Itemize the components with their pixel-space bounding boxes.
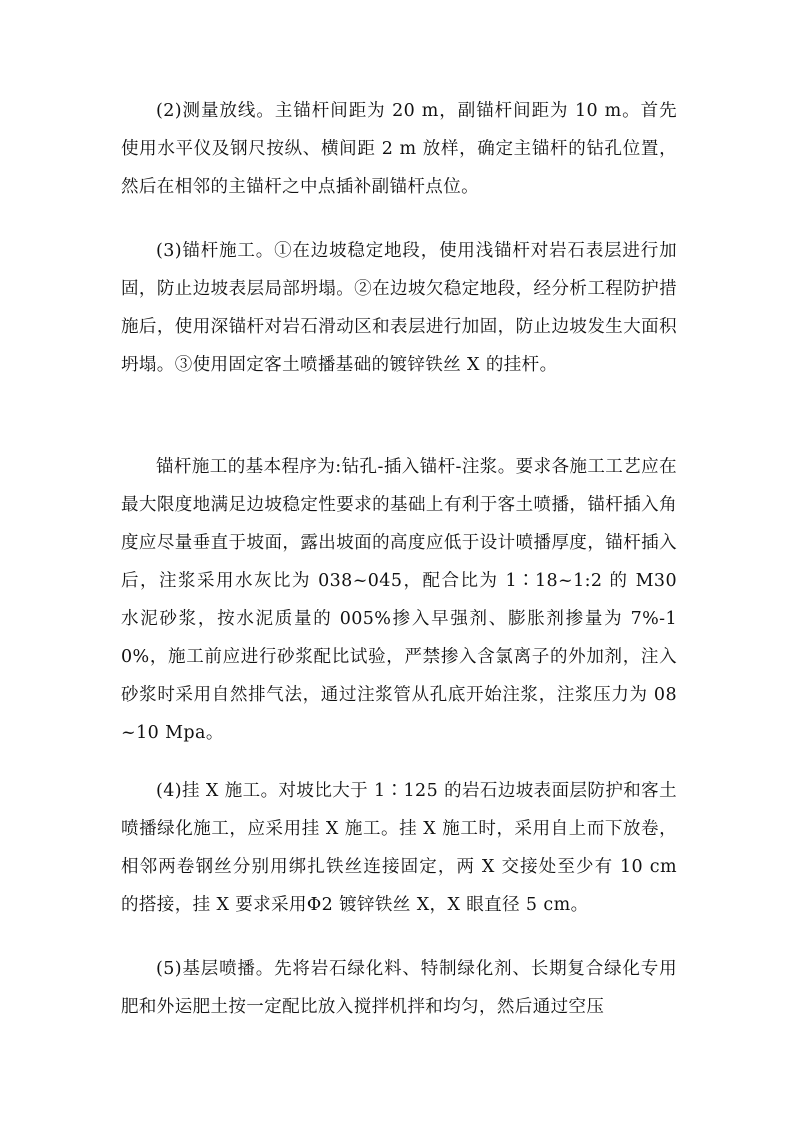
paragraph-mesh-hanging: (4)挂 X 施工。对坡比大于 1∶125 的岩石边坡表面层防护和客土喷播绿化施工，应采用挂 X 施工。挂 X 施工时，采用自上而下放卷，相邻两卷钢丝分别用绑扎铁丝连接固定，两 X 交接处至少有 10 cm 的搭接，挂 X 要求采用Φ2 镀锌铁丝 X，X 眼直径 5 cm。 [121, 781, 677, 915]
paragraph-anchor-procedure: 锚杆施工的基本程序为:钻孔-插入锚杆-注浆。要求各施工工艺应在最大限度地满足边坡稳定性要求的基础上有利于客土喷播，锚杆插入角度应尽量垂直于坡面，露出坡面的高度应低于设计喷播厚度，锚杆插入后，注浆采用水灰比为 038~045，配合比为 1∶18~1:2 的 M30 水泥砂浆，按水泥质量的 005%掺入早强剂、膨胀剂掺量为 7%-10%，施工前应进行砂浆配比试验，严禁掺入含氯离子的外加剂，注入砂浆时采用自然排气法，通过注浆管从孔底开始注浆，注浆压力为 08~10 Mpa。 [121, 457, 677, 743]
paragraph-anchor-construction: (3)锚杆施工。①在边坡稳定地段，使用浅锚杆对岩石表层进行加固，防止边坡表层局部坍塌。②在边坡欠稳定地段，经分析工程防护措施后，使用深锚杆对岩石滑动区和表层进行加固，防止边坡发生大面积坍塌。③使用固定客土喷播基础的镀锌铁丝 X 的挂杆。 [121, 241, 677, 375]
paragraph-base-spraying: (5)基层喷播。先将岩石绿化料、特制绿化剂、长期复合绿化专用肥和外运肥土按一定配比放入搅拌机拌和均匀，然后通过空压 [121, 959, 677, 1017]
paragraph-survey-layout: (2)测量放线。主锚杆间距为 20 m，副锚杆间距为 10 m。首先使用水平仪及钢尺按纵、横间距 2 m 放样，确定主锚杆的钻孔位置，然后在相邻的主锚杆之中点插补副锚杆点位。 [121, 101, 677, 197]
